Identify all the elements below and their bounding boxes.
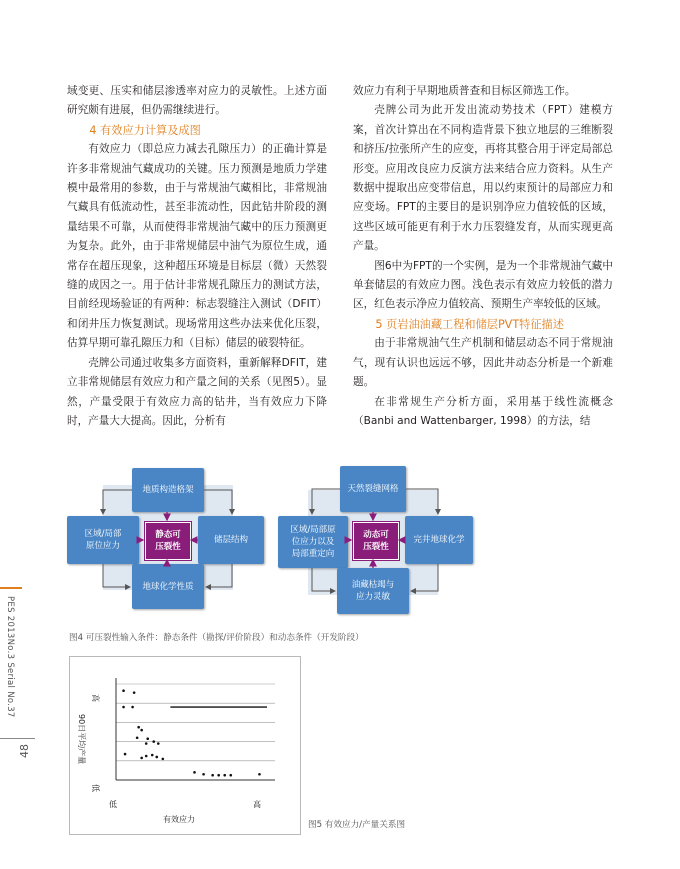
data-point <box>223 774 226 777</box>
section-heading-4: 4 有效应力计算及成图 <box>89 123 201 137</box>
box-dynamic-fracability: 动态可 压裂性 <box>353 522 399 560</box>
data-point <box>124 753 127 756</box>
data-point <box>151 754 154 757</box>
box-stress-reorientation: 区域/局部原 位应力以及 局部重定向 <box>278 516 348 568</box>
box-natural-fracture-network: 天然裂缝网格 <box>340 466 406 512</box>
paragraph: 效应力有利于早期地质普查和目标区筛选工作。 <box>353 85 576 97</box>
data-point <box>211 774 214 777</box>
data-point <box>145 755 148 758</box>
data-point <box>193 771 196 774</box>
paragraph: 图6中为FPT的一个实例，是为一个非常规油气藏中单套储层的有效应力图。浅色表示有效应力较低的潜力区，红色表示净应力值较高、预期生产率较低的区域。 <box>353 259 613 311</box>
paragraph: 域变更、压实和储层渗透率对应力的灵敏性。上述方面研究颇有进展，但仍需继续进行。 <box>67 85 327 117</box>
data-point <box>133 691 136 694</box>
x-axis-label: 有效应力 <box>163 815 195 824</box>
paragraph: 壳牌公司通过收集多方面资料，重新解释DFIT，建立非常规储层有效应力和产量之间的关系（见图5）。显然，产量受限于有效应力高的钻井，当有效应力下降时，产量大大提高。因此，分析有 <box>67 356 327 427</box>
figure-5-caption: 图5 有效应力/产量关系图 <box>308 820 406 830</box>
data-point <box>137 726 140 729</box>
data-point <box>145 742 148 745</box>
paragraph: 在非常规生产分析方面，采用基于线性流概念（Banbi and Wattenbarger, 1998）的方法，结 <box>353 395 613 427</box>
data-point <box>155 756 158 759</box>
box-geochemistry: 地球化学性质 <box>132 564 204 609</box>
box-in-situ-stress: 区域/局部 原位应力 <box>67 516 139 564</box>
x-tick-high: 高 <box>253 800 261 809</box>
page-number: 48 <box>18 744 31 758</box>
y-tick-low: 低 <box>91 784 100 792</box>
data-point <box>140 729 143 732</box>
margin-accent-line <box>0 587 22 589</box>
y-tick-high: 高 <box>91 694 100 702</box>
data-point <box>217 774 220 777</box>
data-point <box>146 737 149 740</box>
paragraph: 壳牌公司为此开发出流动势技术（FPT）建模方案，首次计算出在不同构造背景下独立地层的三维断裂和挤压/拉张所产生的应变，再将其整合用于评定局部总形变。应用改良应力反演方法来结合应力资料。从生产数据中提取出应变带信息，用以约束预计的局部应力和应变场。FPT的主要目的是识别净应力值较低的区域，这些区域可能更有利于水力压裂缝发育，从而实现更高产量。 <box>353 104 613 253</box>
section-heading-5: 5 页岩油油藏工程和储层PVT特征描述 <box>375 317 564 331</box>
data-point <box>122 689 125 692</box>
data-point <box>202 773 205 776</box>
paragraph: 由于非常规油气生产机制和储层动态不同于常规油气，现有认识也远远不够，因此井动态分析是一个新难题。 <box>353 337 613 389</box>
figure-5-chart <box>69 656 301 835</box>
x-tick-low: 低 <box>109 800 117 809</box>
data-point <box>162 758 165 761</box>
data-point <box>131 706 134 709</box>
data-point <box>136 736 139 739</box>
box-static-fracability: 静态可 压裂性 <box>145 522 191 560</box>
journal-issue-label: PES 2013No.3 Serial No.37 <box>5 596 15 718</box>
data-point <box>229 774 232 777</box>
box-structural-framework: 地质构造格架 <box>132 468 204 512</box>
left-text-column <box>67 82 327 431</box>
box-completion-geochemistry: 完井地球化学 <box>405 516 473 564</box>
data-point <box>258 773 261 776</box>
box-depletion-stress-sensitivity: 油藏枯竭与 应力灵敏 <box>337 568 409 614</box>
data-point <box>140 757 143 760</box>
figure-4-caption: 图4 可压裂性输入条件：静态条件（勘探/评价阶段）和动态条件（开发阶段） <box>69 633 364 643</box>
data-point <box>152 740 155 743</box>
paragraph: 有效应力（即总应力减去孔隙压力）的正确计算是许多非常规油气藏成功的关键。压力预测是地质力学建模中最常用的参数，由于与常规油气藏相比，非常规油气藏具有低流动性，甚至非流动性，因此钻井阶段的测量结果不可靠，从而使得非常规油气藏中的压力预测更为复杂。此外，由于非常规储层中油气为原位生成，通常存在超压现象，这种超压环境是目标层（微）天然裂缝的成因之一。用于估计非常规孔隙压力的测试方法，目前经现场验证的有两种：标志裂缝注入测试（DFIT）和闭井压力恢复测试。现场常用这些办法来优化压裂，估算早期可靠孔隙压力和（目标）储层的破裂特征。 <box>67 143 327 350</box>
right-text-column <box>353 82 613 431</box>
y-axis-label: 90日平均产量 <box>77 714 86 765</box>
margin-rule <box>0 738 35 739</box>
data-point <box>157 742 160 745</box>
data-point <box>122 706 125 709</box>
box-reservoir-structure: 储层结构 <box>198 516 264 564</box>
